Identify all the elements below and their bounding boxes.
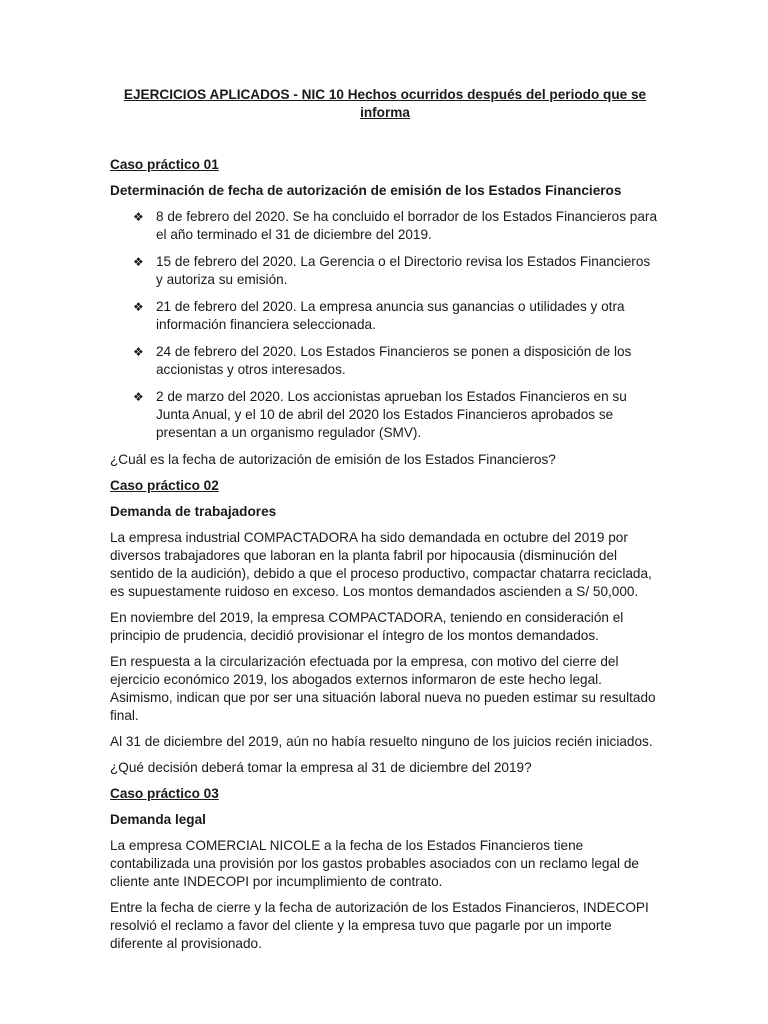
diamond-bullet-icon: ❖ (133, 255, 144, 269)
case-02-paragraph: En noviembre del 2019, la empresa COMPACTADORA, teniendo en consideración el principio de prudencia, decidió provisionar el íntegro de los montos demandados. (110, 610, 624, 643)
list-item-text: 8 de febrero del 2020. Se ha concluido el borrador de los Estados Financieros para el año terminado el 31 de diciembre del 2019. (156, 209, 658, 242)
case-02-heading: Caso práctico 02 (110, 478, 219, 493)
case-03-paragraph: La empresa COMERCIAL NICOLE a la fecha de los Estados Financieros tiene contabilizada una provisión por los gastos probables asociados con un reclamo legal de cliente ante INDECOPI por incumplimiento de contrato. (110, 838, 639, 889)
list-item (110, 208, 660, 244)
list-item (110, 388, 660, 442)
case-03-subtitle: Demanda legal (110, 812, 206, 827)
case-01-subtitle: Determinación de fecha de autorización de emisión de los Estados Financieros (110, 183, 622, 198)
case-03-paragraph: Entre la fecha de cierre y la fecha de autorización de los Estados Financieros, INDECOPI resolvió el reclamo a favor del cliente y la empresa tuvo que pagarle por un importe diferente al provisionado. (110, 900, 649, 951)
list-item-text: 2 de marzo del 2020. Los accionistas aprueban los Estados Financieros en su Junta Anual, y el 10 de abril del 2020 los Estados Financieros aprobados se presentan a un organismo regulador (SMV). (156, 389, 627, 440)
case-02-question: ¿Qué decisión deberá tomar la empresa al 31 de diciembre del 2019? (110, 760, 532, 775)
case-02-paragraph: La empresa industrial COMPACTADORA ha sido demandada en octubre del 2019 por diversos trabajadores que laboran en la planta fabril por hipocausia (disminución del sentido de la audición), debido a que el proceso productivo, compactar chatarra reciclada, es supuestamente ruidoso en exceso. Los montos demandados ascienden a S/ 50,000. (110, 530, 652, 599)
list-item-text: 24 de febrero del 2020. Los Estados Financieros se ponen a disposición de los accionistas y otros interesados. (156, 344, 632, 377)
case-03 (110, 785, 660, 953)
list-item-text: 21 de febrero del 2020. La empresa anuncia sus ganancias o utilidades y otra información financiera seleccionada. (156, 299, 625, 332)
diamond-bullet-icon: ❖ (133, 345, 144, 359)
diamond-bullet-icon: ❖ (133, 300, 144, 314)
list-item (110, 343, 660, 379)
list-item (110, 253, 660, 289)
diamond-bullet-icon: ❖ (133, 390, 144, 404)
case-02-subtitle: Demanda de trabajadores (110, 504, 277, 519)
case-01-bullet-list (110, 208, 660, 442)
case-03-heading: Caso práctico 03 (110, 786, 219, 801)
case-02-paragraph: Al 31 de diciembre del 2019, aún no había resuelto ninguno de los juicios recién iniciados. (110, 734, 653, 749)
case-01-question: ¿Cuál es la fecha de autorización de emisión de los Estados Financieros? (110, 452, 556, 467)
case-02 (110, 477, 660, 777)
diamond-bullet-icon: ❖ (133, 210, 144, 224)
list-item (110, 298, 660, 334)
case-02-paragraph: En respuesta a la circularización efectuada por la empresa, con motivo del cierre del ejercicio económico 2019, los abogados externos informaron de este hecho legal. Asimismo, indican que por ser una situación laboral nueva no pueden estimar su resultado final. (110, 654, 656, 723)
list-item-text: 15 de febrero del 2020. La Gerencia o el Directorio revisa los Estados Financieros y autoriza su emisión. (156, 254, 651, 287)
case-01-heading: Caso práctico 01 (110, 157, 219, 172)
case-01 (110, 156, 660, 469)
document-title: EJERCICIOS APLICADOS - NIC 10 Hechos ocurridos después del periodo que se informa (123, 87, 647, 120)
